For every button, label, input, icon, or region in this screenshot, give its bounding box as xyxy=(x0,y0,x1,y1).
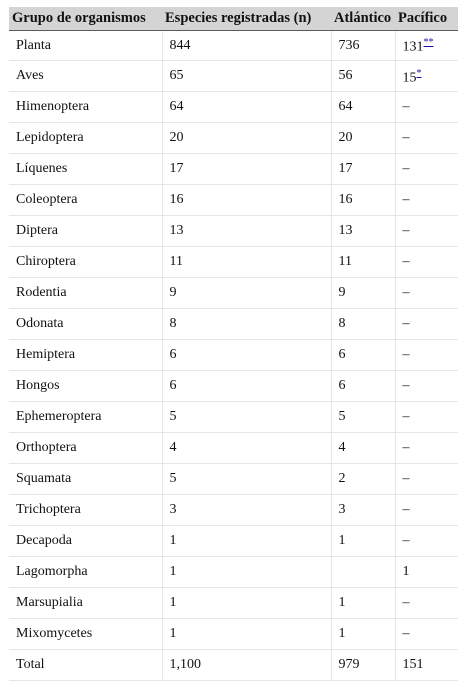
cell-pacifico-text: 15 xyxy=(402,70,417,86)
table-row xyxy=(9,619,458,650)
cell-grupo-text: Total xyxy=(16,657,45,672)
cell-pacifico-text: – xyxy=(402,285,410,300)
cell-pacifico xyxy=(395,433,458,464)
cell-atlantico xyxy=(331,402,395,433)
cell-pacifico xyxy=(395,557,458,588)
cell-especies xyxy=(162,557,331,588)
cell-atlantico-text: 6 xyxy=(338,347,346,362)
cell-pacifico xyxy=(395,123,458,154)
table-body xyxy=(9,31,458,681)
cell-pacifico xyxy=(395,371,458,402)
cell-atlantico-text: 3 xyxy=(338,502,346,517)
cell-atlantico xyxy=(331,650,395,681)
cell-grupo xyxy=(9,619,162,650)
cell-grupo xyxy=(9,371,162,402)
cell-especies xyxy=(162,278,331,309)
cell-grupo-text: Coleoptera xyxy=(16,192,78,207)
cell-pacifico-text: 1 xyxy=(402,564,410,579)
cell-grupo xyxy=(9,433,162,464)
cell-especies-text: 3 xyxy=(169,502,177,517)
cell-grupo xyxy=(9,526,162,557)
cell-pacifico-text: – xyxy=(402,161,410,176)
table-row xyxy=(9,340,458,371)
cell-especies-text: 65 xyxy=(169,68,184,83)
cell-especies-text: 6 xyxy=(169,347,177,362)
cell-atlantico-text: 1 xyxy=(338,533,346,548)
cell-pacifico-text: – xyxy=(402,254,410,269)
cell-atlantico-text: 2 xyxy=(338,471,346,486)
cell-grupo-text: Mixomycetes xyxy=(16,626,93,641)
cell-especies xyxy=(162,402,331,433)
cell-atlantico xyxy=(331,92,395,123)
cell-especies-text: 11 xyxy=(169,254,183,269)
cell-grupo-text: Lepidoptera xyxy=(16,130,84,145)
cell-grupo xyxy=(9,557,162,588)
table-row xyxy=(9,557,458,588)
table-header xyxy=(9,7,458,31)
cell-grupo xyxy=(9,495,162,526)
cell-grupo-text: Orthoptera xyxy=(16,440,77,455)
table-row xyxy=(9,402,458,433)
cell-pacifico xyxy=(395,278,458,309)
table-row xyxy=(9,247,458,278)
cell-grupo-text: Lagomorpha xyxy=(16,564,88,579)
footnote-ref xyxy=(417,66,422,79)
cell-atlantico-text: 20 xyxy=(338,130,353,145)
cell-atlantico xyxy=(331,588,395,619)
cell-grupo xyxy=(9,340,162,371)
cell-grupo xyxy=(9,464,162,495)
cell-atlantico xyxy=(331,154,395,185)
cell-pacifico-text: – xyxy=(402,626,410,641)
cell-atlantico-text: 8 xyxy=(338,316,346,331)
cell-grupo-text: Squamata xyxy=(16,471,72,486)
cell-pacifico xyxy=(395,92,458,123)
cell-especies-text: 20 xyxy=(169,130,184,145)
table-row xyxy=(9,526,458,557)
table-row xyxy=(9,464,458,495)
cell-atlantico xyxy=(331,31,395,61)
cell-especies-text: 1 xyxy=(169,626,177,641)
cell-atlantico xyxy=(331,495,395,526)
cell-grupo xyxy=(9,216,162,247)
species-table xyxy=(9,7,458,681)
cell-especies-text: 1 xyxy=(169,564,177,579)
cell-grupo-text: Planta xyxy=(16,37,51,53)
table-row xyxy=(9,154,458,185)
table-row xyxy=(9,371,458,402)
cell-especies xyxy=(162,92,331,123)
cell-atlantico-text: 56 xyxy=(338,68,353,83)
cell-pacifico-text: – xyxy=(402,130,410,145)
cell-atlantico xyxy=(331,526,395,557)
cell-especies-text: 4 xyxy=(169,440,177,455)
cell-grupo xyxy=(9,278,162,309)
cell-pacifico xyxy=(395,526,458,557)
cell-grupo-text: Ephemeroptera xyxy=(16,409,102,424)
cell-especies-text: 9 xyxy=(169,285,177,300)
cell-atlantico xyxy=(331,340,395,371)
cell-especies xyxy=(162,216,331,247)
table-row xyxy=(9,650,458,681)
footnote-ref xyxy=(424,35,434,48)
cell-grupo xyxy=(9,402,162,433)
cell-especies xyxy=(162,309,331,340)
table-row xyxy=(9,309,458,340)
cell-atlantico xyxy=(331,371,395,402)
cell-especies-text: 6 xyxy=(169,378,177,393)
table-row xyxy=(9,123,458,154)
cell-grupo xyxy=(9,123,162,154)
header-row xyxy=(9,7,458,31)
cell-pacifico-text: – xyxy=(402,595,410,610)
cell-atlantico-text: 5 xyxy=(338,409,346,424)
cell-pacifico-text: – xyxy=(402,440,410,455)
cell-especies xyxy=(162,495,331,526)
cell-pacifico xyxy=(395,216,458,247)
cell-atlantico xyxy=(331,185,395,216)
cell-especies-text: 1,100 xyxy=(169,657,201,672)
table-row xyxy=(9,92,458,123)
cell-especies-text: 64 xyxy=(169,99,184,114)
cell-especies xyxy=(162,154,331,185)
cell-grupo xyxy=(9,92,162,123)
cell-especies xyxy=(162,123,331,154)
cell-atlantico-text: 11 xyxy=(338,254,352,269)
cell-pacifico xyxy=(395,185,458,216)
cell-atlantico xyxy=(331,247,395,278)
cell-grupo-text: Líquenes xyxy=(16,161,68,176)
cell-especies-text: 8 xyxy=(169,316,177,331)
cell-pacifico-text: – xyxy=(402,192,410,207)
cell-pacifico-text: – xyxy=(402,502,410,517)
header-grupo: Grupo de organismos xyxy=(9,7,162,31)
table-row xyxy=(9,495,458,526)
cell-pacifico-text: – xyxy=(402,471,410,486)
cell-atlantico-text: 4 xyxy=(338,440,346,455)
cell-pacifico xyxy=(395,61,458,92)
cell-grupo-text: Hongos xyxy=(16,378,60,393)
cell-grupo-text: Aves xyxy=(16,68,44,83)
cell-especies-text: 16 xyxy=(169,192,184,207)
cell-especies-text: 5 xyxy=(169,409,177,424)
cell-pacifico-text: – xyxy=(402,347,410,362)
cell-pacifico-text: – xyxy=(402,378,410,393)
cell-pacifico-text: – xyxy=(402,99,410,114)
cell-atlantico xyxy=(331,123,395,154)
cell-atlantico xyxy=(331,557,395,588)
header-atlantico: Atlántico xyxy=(331,7,395,31)
cell-atlantico xyxy=(331,619,395,650)
cell-pacifico xyxy=(395,31,458,61)
cell-especies-text: 13 xyxy=(169,223,184,238)
cell-atlantico-text: 13 xyxy=(338,223,353,238)
cell-atlantico xyxy=(331,433,395,464)
cell-especies-text: 5 xyxy=(169,471,177,486)
cell-pacifico xyxy=(395,464,458,495)
header-pacifico: Pacífico xyxy=(395,7,458,31)
cell-especies xyxy=(162,588,331,619)
cell-especies xyxy=(162,619,331,650)
cell-grupo xyxy=(9,588,162,619)
cell-especies xyxy=(162,433,331,464)
footnote-link[interactable]: ** xyxy=(423,37,434,49)
cell-especies-text: 1 xyxy=(169,533,177,548)
table-row xyxy=(9,278,458,309)
cell-grupo-text: Hemiptera xyxy=(16,347,76,362)
cell-pacifico-text: – xyxy=(402,409,410,424)
cell-pacifico-text: 131 xyxy=(402,39,424,55)
table-row xyxy=(9,31,458,61)
cell-grupo xyxy=(9,247,162,278)
cell-atlantico-text: 736 xyxy=(338,37,360,53)
cell-especies xyxy=(162,526,331,557)
cell-grupo-text: Trichoptera xyxy=(16,502,81,517)
cell-especies-text: 17 xyxy=(169,161,184,176)
cell-especies xyxy=(162,371,331,402)
cell-especies-text: 1 xyxy=(169,595,177,610)
cell-atlantico xyxy=(331,216,395,247)
cell-atlantico xyxy=(331,464,395,495)
table-row xyxy=(9,433,458,464)
cell-atlantico-text: 9 xyxy=(338,285,346,300)
cell-pacifico xyxy=(395,154,458,185)
cell-grupo-text: Chiroptera xyxy=(16,254,76,269)
cell-atlantico-text: 1 xyxy=(338,626,346,641)
cell-pacifico xyxy=(395,588,458,619)
cell-pacifico xyxy=(395,309,458,340)
cell-grupo-text: Rodentia xyxy=(16,285,67,300)
cell-pacifico xyxy=(395,619,458,650)
cell-atlantico xyxy=(331,61,395,92)
table-row xyxy=(9,61,458,92)
cell-grupo-text: Decapoda xyxy=(16,533,72,548)
cell-atlantico-text: 979 xyxy=(338,657,360,672)
cell-atlantico-text: 1 xyxy=(338,595,346,610)
cell-pacifico xyxy=(395,340,458,371)
cell-pacifico xyxy=(395,495,458,526)
cell-atlantico xyxy=(331,278,395,309)
species-table-container xyxy=(9,7,458,681)
cell-pacifico-text: – xyxy=(402,533,410,548)
table-row xyxy=(9,588,458,619)
cell-grupo xyxy=(9,61,162,92)
cell-grupo xyxy=(9,31,162,61)
table-row xyxy=(9,216,458,247)
cell-especies xyxy=(162,31,331,61)
cell-grupo-text: Marsupialia xyxy=(16,595,83,610)
cell-grupo xyxy=(9,650,162,681)
cell-grupo-text: Diptera xyxy=(16,223,58,238)
cell-grupo-text: Odonata xyxy=(16,316,64,331)
cell-pacifico xyxy=(395,402,458,433)
cell-grupo-text: Himenoptera xyxy=(16,99,90,114)
cell-especies xyxy=(162,340,331,371)
header-especies: Especies registradas (n) xyxy=(162,7,331,31)
cell-especies xyxy=(162,464,331,495)
cell-especies-text: 844 xyxy=(169,37,191,53)
cell-atlantico-text: 16 xyxy=(338,192,353,207)
cell-pacifico xyxy=(395,247,458,278)
cell-especies xyxy=(162,185,331,216)
cell-grupo xyxy=(9,309,162,340)
cell-grupo xyxy=(9,185,162,216)
cell-pacifico-text: – xyxy=(402,223,410,238)
cell-atlantico-text: 6 xyxy=(338,378,346,393)
cell-pacifico-text: – xyxy=(402,316,410,331)
table-row xyxy=(9,185,458,216)
footnote-link[interactable]: * xyxy=(416,67,422,79)
cell-atlantico-text: 17 xyxy=(338,161,353,176)
cell-pacifico-text: 151 xyxy=(402,657,424,672)
cell-especies xyxy=(162,247,331,278)
cell-atlantico xyxy=(331,309,395,340)
cell-pacifico xyxy=(395,650,458,681)
cell-grupo xyxy=(9,154,162,185)
cell-atlantico-text: 64 xyxy=(338,99,353,114)
cell-especies xyxy=(162,61,331,92)
cell-especies xyxy=(162,650,331,681)
